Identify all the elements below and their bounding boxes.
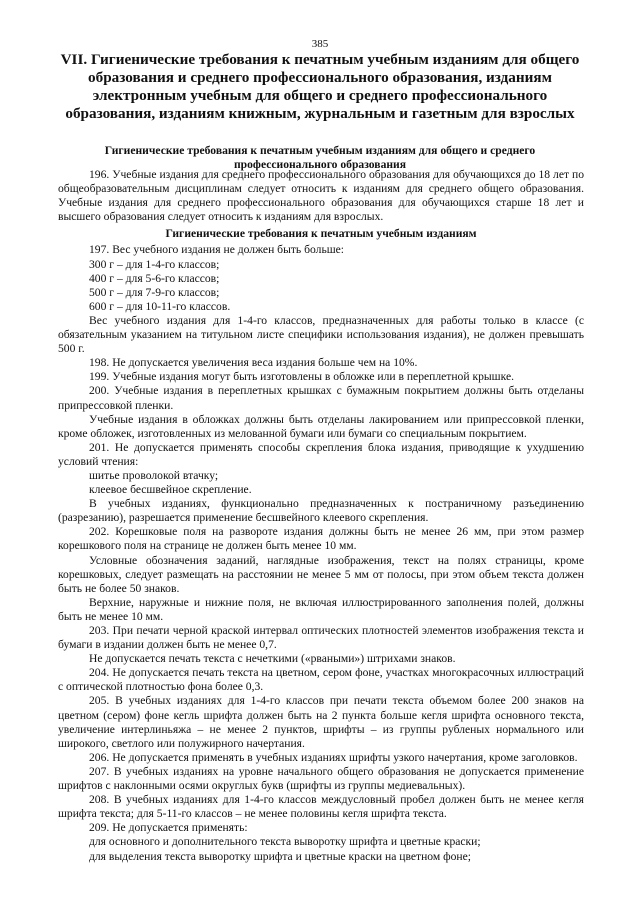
paragraph-203: 203. При печати черной краской интервал оптических плотностей элементов изображения текста и бумаги в издании должен быть не менее 0,7. <box>58 624 584 652</box>
paragraph-208: 208. В учебных изданиях для 1-4-го классов междусловный пробел должен быть не менее кегля шрифта текста; для 5-11-го классов – не менее половины кегля шрифта текста. <box>58 793 584 821</box>
paragraph-200: 200. Учебные издания в переплетных крышках с бумажным покрытием должны быть отделаны припрессовкой пленки. <box>58 384 584 412</box>
list-item: 400 г – для 5-6-го классов; <box>89 271 220 285</box>
subsection-title: Гигиенические требования к печатным учебным изданиям для общего и среднего профессионального образования <box>104 144 536 171</box>
list-item: для основного и дополнительного текста выворотку шрифта и цветные краски; <box>89 835 481 849</box>
page-number: 385 <box>311 38 329 50</box>
paragraph: Верхние, наружные и нижние поля, не включая иллюстрированного заполнения полей, должны быть не менее 10 мм. <box>58 595 584 623</box>
paragraph-196: 196. Учебные издания для среднего профессионального образования для обучающихся до 18 лет по общеобразовательным дисциплинам следует относить к изданиям для среднего общего образования. Учебные издания для среднего профессионального образования для обучающихся старше 18 лет и высшего образования следует относить к изданиям для взрослых. <box>58 168 584 224</box>
document-body <box>58 168 584 864</box>
paragraph: В учебных изданиях, функционально предназначенных к постраничному разъединению (разрезанию), разрешается применение бесшвейного клеевого скрепления. <box>58 497 584 525</box>
paragraph-205: 205. В учебных изданиях для 1-4-го классов при печати текста объемом более 200 знаков на цветном (сером) фоне кегль шрифта должен быть на 2 пункта больше кегля шрифта основного текста, увеличение интерлиньяжа – не менее 2 пунктов, шрифты – из группы рубленых нормального или широкого, светлого или полужирного начертания. <box>58 694 584 750</box>
paragraph-204: 204. Не допускается печать текста на цветном, сером фоне, участках многокрасочных иллюстраций с оптической плотностью фона более 0,3. <box>58 666 584 694</box>
list-item: клеевое бесшвейное скрепление. <box>89 483 252 497</box>
paragraph: Не допускается печать текста с нечеткими («рваными») штрихами знаков. <box>89 652 456 666</box>
paragraph-202: 202. Корешковые поля на развороте издания должны быть не менее 26 мм, при этом размер корешкового поля на странице не должен быть менее 10 мм. <box>58 525 584 553</box>
paragraph-206: 206. Не допускается применять в учебных изданиях шрифты узкого начертания, кроме заголовков. <box>89 750 578 764</box>
list-item: 500 г – для 7-9-го классов; <box>89 285 220 299</box>
paragraph: Учебные издания в обложках должны быть отделаны лакированием или припрессовкой пленки, кроме обложек, изготовленных из мелованной бумаги или бумаги со специальным покрытием. <box>58 412 584 440</box>
paragraph-201: 201. Не допускается применять способы скрепления блока издания, приводящие к ухудшению условий чтения: <box>58 440 584 468</box>
list-item: шитье проволокой втачку; <box>89 468 219 482</box>
paragraph-197: 197. Вес учебного издания не должен быть больше: <box>89 243 345 257</box>
paragraph: Вес учебного издания для 1-4-го классов, предназначенных для работы только в классе (с обязательным указанием на титульном листе специфики использования издания), не должен превышать 500 г. <box>58 313 584 356</box>
paragraph-199: 199. Учебные издания могут быть изготовлены в обложке или в переплетной крышке. <box>89 370 514 384</box>
paragraph-209: 209. Не допускается применять: <box>89 821 248 835</box>
list-item: 300 г – для 1-4-го классов; <box>89 257 220 271</box>
section-title: VII. Гигиенические требования к печатным учебным изданиям для общего образования и среднего профессионального образования, изданиям электронным учебным для общего и среднего профессионального образования, изданиям книжным, журнальным и газетным для взрослых <box>60 51 580 122</box>
paragraph-207: 207. В учебных изданиях на уровне начального общего образования не допускается применение шрифтов с наклонными осями округлых букв (шрифты из группы медиевальных). <box>58 764 584 793</box>
subsection-heading: Гигиенические требования к печатным учебным изданиям <box>165 227 477 241</box>
paragraph: Условные обозначения заданий, наглядные изображения, текст на полях страницы, кроме корешковых, следует размещать на расстоянии не менее 5 мм от полосы, при этом объем текста должен быть не более 50 знаков. <box>58 553 584 595</box>
list-item: 600 г – для 10-11-го классов. <box>89 299 231 313</box>
paragraph-198: 198. Не допускается увеличения веса издания больше чем на 10%. <box>89 356 418 370</box>
list-item: для выделения текста выворотку шрифта и цветные краски на цветном фоне; <box>89 849 471 863</box>
